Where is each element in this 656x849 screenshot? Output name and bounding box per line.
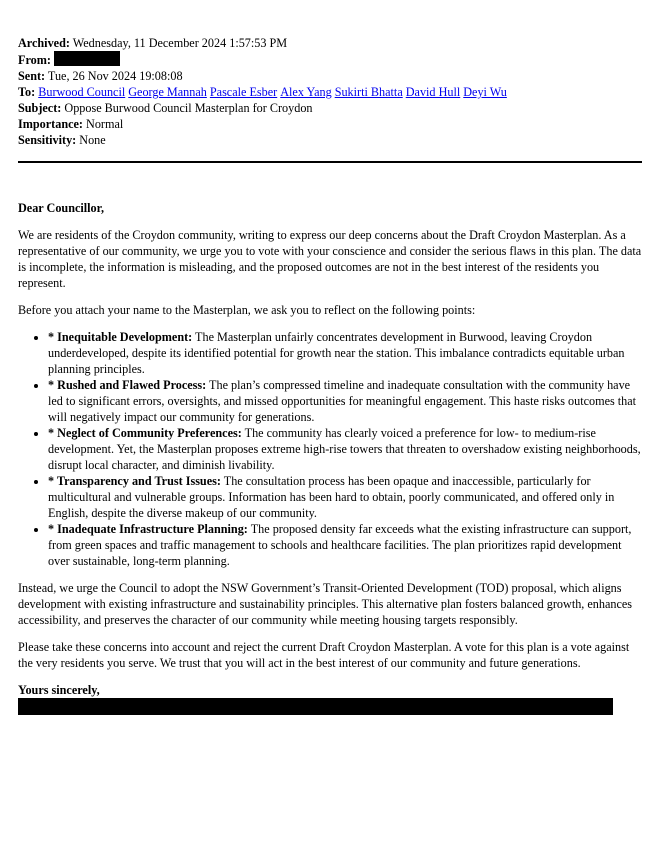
recipient-link[interactable]: Burwood Council [38,85,126,99]
signature-redaction [18,698,613,715]
point-title: * Rushed and Flawed Process: [48,378,207,392]
subject-value: Oppose Burwood Council Masterplan for Croydon [64,101,313,115]
from-label: From: [18,53,51,67]
header-divider [18,161,642,163]
email-document [18,35,642,715]
recipient-link[interactable]: Sukirti Bhatta [334,85,403,99]
list-item [48,473,642,521]
point-text: The Masterplan unfairly concentrates development in Burwood, leaving Croydon underdeveloped, despite its identified potential for growth near the station. This imbalance contradicts equitable urban planning principles. [48,330,625,376]
to-label: To: [18,85,36,99]
request-paragraph: Please take these concerns into account and reject the current Draft Croydon Masterplan. A vote for this plan is a vote against the very residents you serve. We trust that you will act in the best interest of our community and future generations. [18,640,630,670]
lead-in-paragraph: Before you attach your name to the Masterplan, we ask you to reflect on the following points: [18,303,476,317]
point-text: The proposed density far exceeds what the existing infrastructure can support, from green spaces and traffic management to schools and healthcare facilities. The plan prioritizes rapid development over sustainable, long-term planning. [48,522,632,568]
list-item [48,425,642,473]
sensitivity-value: None [79,133,106,147]
subject-label: Subject: [18,101,62,115]
archived-value: Wednesday, 11 December 2024 1:57:53 PM [72,36,288,50]
archived-label: Archived: [18,36,70,50]
subject-line [18,100,642,116]
importance-value: Normal [86,117,124,131]
point-text: The consultation process has been opaque and inaccessible, particularly for multicultural and vulnerable groups. Information has been hard to obtain, poorly communicated, and offered only in English, despite the diverse makeup of our community. [48,474,615,520]
sent-value: Tue, 26 Nov 2024 19:08:08 [47,69,183,83]
intro-paragraph: We are residents of the Croydon community, writing to express our deep concerns about the Draft Croydon Masterplan. As a representative of our community, we urge you to vote with your conscience and consider the serious flaws in this plan. The data is incomplete, the information is misleading, and the proposed outcomes are not in the best interest of the residents you represent. [18,228,642,290]
proposal-paragraph: Instead, we urge the Council to adopt the NSW Government’s Transit-Oriented Development (TOD) proposal, which aligns development with existing infrastructure and sustainability principles. This alternative plan fosters balanced growth, enhances accessibility, and preserves the character of our community while meeting housing targets responsibly. [18,581,633,627]
closing: Yours sincerely, [18,683,100,697]
sent-line [18,68,642,84]
greeting: Dear Councillor, [18,201,104,215]
point-title: * Inadequate Infrastructure Planning: [48,522,248,536]
from-line [18,51,642,68]
importance-line [18,116,642,132]
point-title: * Inequitable Development: [48,330,193,344]
list-item [48,521,642,569]
list-item [48,377,642,425]
point-text: The community has clearly voiced a preference for low- to medium-rise development. Yet, the Masterplan proposes extreme high-rise towers that threaten to overshadow existing neighborhoods, disrupt local character, and diminish livability. [48,426,641,472]
list-item [48,329,642,377]
sensitivity-line [18,132,642,148]
email-body [18,200,642,715]
recipient-link[interactable]: Alex Yang [280,85,332,99]
archived-line [18,35,642,51]
points-list [18,329,642,569]
sender-redaction [54,51,120,66]
point-title: * Transparency and Trust Issues: [48,474,221,488]
importance-label: Importance: [18,117,83,131]
recipient-link[interactable]: George Mannah [128,85,207,99]
sensitivity-label: Sensitivity: [18,133,77,147]
sent-label: Sent: [18,69,46,83]
recipient-link[interactable]: Pascale Esber [209,85,278,99]
point-title: * Neglect of Community Preferences: [48,426,242,440]
point-text: The plan’s compressed timeline and inadequate consultation with the community have led to significant errors, oversights, and missed opportunities for meaningful engagement. This haste risks outcomes that will negatively impact our community for generations. [48,378,637,424]
recipient-link[interactable]: David Hull [405,85,461,99]
recipient-link[interactable]: Deyi Wu [463,85,507,99]
email-header [18,35,642,148]
to-line [18,84,642,100]
